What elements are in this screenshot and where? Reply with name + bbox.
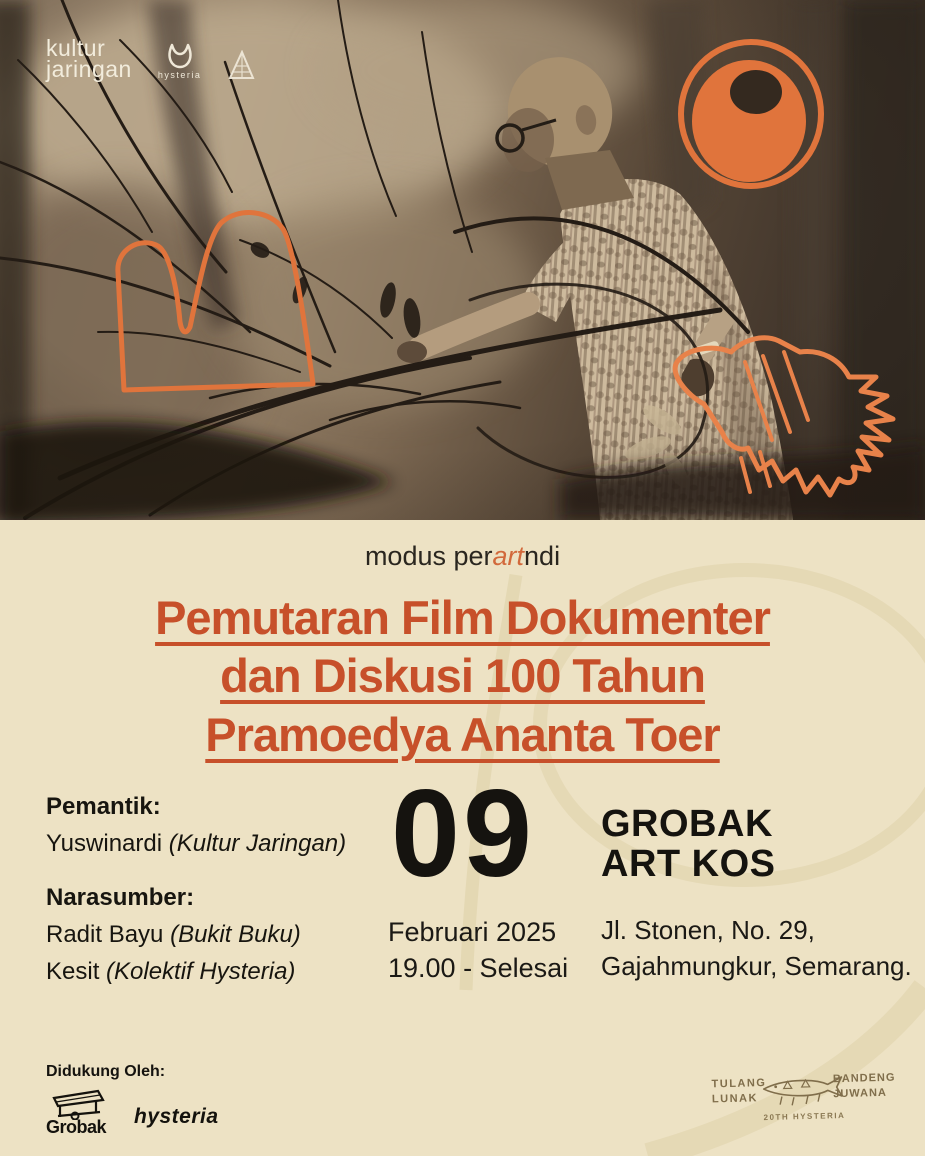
narasumber-label: Narasumber: xyxy=(46,884,195,911)
eye-doodle-icon xyxy=(681,42,821,186)
hysteria-logo xyxy=(158,43,202,80)
speakers-block xyxy=(46,793,346,986)
event-time: 19.00 - Selesai xyxy=(388,953,569,984)
tulang-lunak-stamp xyxy=(711,1068,896,1131)
hysteria-logo-label: hysteria xyxy=(157,70,202,80)
venue-name-line1: GROBAK xyxy=(601,803,773,845)
grobak-cart-icon xyxy=(42,1086,110,1120)
narasumber2-org: (Kolektif Hysteria) xyxy=(106,958,296,985)
sponsor-logos xyxy=(42,1086,219,1138)
event-date: Februari 2025 xyxy=(388,917,557,947)
kultur-jaringan-line1: kultur xyxy=(46,35,106,61)
stamp-word3: BANDENG xyxy=(832,1071,896,1086)
sail-logo-icon xyxy=(227,50,255,82)
grobak-logo xyxy=(42,1086,110,1138)
tagline xyxy=(0,541,925,572)
kultur-jaringan-line2: jaringan xyxy=(46,56,132,83)
venue-address-line1: Jl. Stonen, No. 29, xyxy=(601,914,815,945)
stamp-right-text xyxy=(833,1071,896,1102)
narasumber1-org: (Bukit Buku) xyxy=(170,921,301,948)
pemantik-entry xyxy=(46,830,346,858)
pemantik-name: Yuswinardi xyxy=(46,830,169,857)
venue-address-line2: Gajahmungkur, Semarang. xyxy=(601,951,912,982)
event-title-line3: Pramoedya Ananta Toer xyxy=(205,707,720,761)
venue-name xyxy=(601,804,912,885)
kultur-jaringan-logo xyxy=(46,35,132,83)
event-datetime xyxy=(388,914,568,987)
narasumber-entry-2 xyxy=(46,958,346,986)
hysteria-wordmark: hysteria xyxy=(134,1105,219,1128)
stamp-word2: LUNAK xyxy=(711,1092,759,1106)
event-title xyxy=(0,589,925,764)
header-logos xyxy=(46,35,255,83)
pemantik-org: (Kultur Jaringan) xyxy=(168,830,347,857)
tagline-accent: art xyxy=(492,541,525,571)
venue-block xyxy=(601,804,912,985)
event-title-line1: Pemutaran Film Dokumenter xyxy=(155,591,770,644)
supported-by-label: Didukung Oleh: xyxy=(46,1063,166,1080)
grobak-logo-label: Grobak xyxy=(45,1117,107,1137)
pemantik-label: Pemantik: xyxy=(46,793,161,820)
stamp-word1: TULANG xyxy=(711,1076,767,1091)
venue-name-line2: ART KOS xyxy=(601,843,776,886)
narasumber-entry-1 xyxy=(46,921,346,949)
narasumber1-name: Radit Bayu xyxy=(46,921,171,948)
stamp-caption: 20TH HYSTERIA xyxy=(763,1110,846,1123)
stamp-word4: JUWANA xyxy=(833,1086,888,1101)
event-day: 09 xyxy=(391,765,535,903)
tagline-pre: modus per xyxy=(364,541,493,571)
venue-address xyxy=(601,912,912,986)
tagline-post: ndi xyxy=(524,541,561,571)
hysteria-u-icon xyxy=(165,43,195,69)
event-title-line2: dan Diskusi 100 Tahun xyxy=(220,649,705,703)
narasumber2-name: Kesit xyxy=(46,958,107,985)
